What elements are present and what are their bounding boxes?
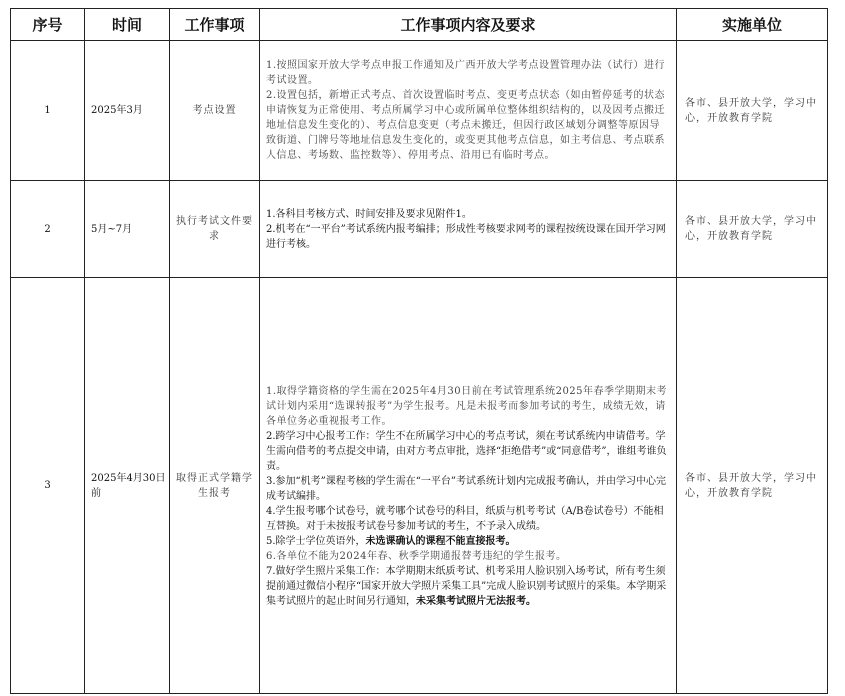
row-num: 2 <box>11 181 85 278</box>
table-row <box>11 41 828 181</box>
header-row <box>11 9 828 41</box>
header-unit: 实施单位 <box>677 9 828 41</box>
content-line: 6.各单位不能为2024年春、秋季学期通报替考违纪的学生报考。 <box>266 551 567 562</box>
header-time: 时间 <box>85 9 170 41</box>
row-item: 取得正式学籍学生报考 <box>170 278 260 694</box>
row-unit: 各市、县开放大学，学习中心，开放教育学院 <box>677 41 828 181</box>
header-content: 工作事项内容及要求 <box>260 9 677 41</box>
row-num: 3 <box>11 278 85 694</box>
work-schedule-table <box>10 8 828 694</box>
row-content <box>260 181 677 278</box>
content-line: 2.设置包括，新增正式考点、首次设置临时考点、变更考点状态（如由暂停延考的状态申请恢复为正常使用、考点所属学习中心或所属单位整体组织结构的，以及因考点搬迁地址信息发生变化的）、考点信息变更（考点未搬迁，但因行政区域划分调整等原因导致街道、门牌号等地址信息发生变化的，或变更其他考点信息，如主考信息、考点联系人信息、考场数、监控数等）、停用考点、沿用已有临时考点。 <box>266 90 666 161</box>
row-content <box>260 41 677 181</box>
content-text: 7.做好学生照片采集工作：本学期期末纸质考试、机考采用人脸识别入场考试，所有考生须提前通过微信小程序“国家开放大学照片采集工具”完成人脸识别考试照片的采集。本学期采集考试照片的起止时间另行通知， <box>266 566 667 607</box>
content-line <box>266 534 670 549</box>
row-time: 2025年3月 <box>85 41 170 181</box>
content-line: 3.参加“机考”课程考核的学生需在“一平台”考试系统计划内完成报考确认，并由学习中心完成考试编排。 <box>266 476 666 502</box>
row-content <box>260 278 677 694</box>
row-item: 执行考试文件要求 <box>170 181 260 278</box>
content-line: 2.跨学习中心报考工作：学生不在所属学习中心的考点考试，须在考试系统内申请借考。学生需向借考的考点提交申请，由对方考点审批，选择“拒绝借考”或“同意借考”，谁组考谁负责。 <box>266 431 667 472</box>
content-line: 2.机考在“一平台”考试系统内报考编排；形成性考核要求网考的课程按统设课在国开学习网进行考核。 <box>266 223 666 250</box>
table-row <box>11 181 828 278</box>
table-row <box>11 278 828 694</box>
header-num: 序号 <box>11 9 85 41</box>
content-line: 1.取得学籍资格的学生需在2025年4月30日前在考试管理系统2025年春季学期期末考试计划内采用“选课转报考”为学生报考。凡是未报考而参加考试的考生，成绩无效，请各单位务必重视报考工作。 <box>266 386 668 427</box>
row-unit: 各市、县开放大学，学习中心，开放教育学院 <box>677 278 828 694</box>
bold-notice: 未选课确认的课程不能直接报考。 <box>365 536 516 547</box>
row-unit: 各市、县开放大学，学习中心，开放教育学院 <box>677 181 828 278</box>
content-text: 5.除学士学位英语外， <box>266 536 366 547</box>
content-line: 1.各科目考核方式、时间安排及要求见附件1。 <box>266 208 472 220</box>
row-time: 5月~7月 <box>85 181 170 278</box>
content-line: 4.学生报考哪个试卷号，就考哪个试卷号的科目，纸质与机考考试（A/B卷试卷号）不能相互替换。对于未按报考试卷号参加考试的考生，不予录入成绩。 <box>266 506 664 532</box>
row-time: 2025年4月30日前 <box>85 278 170 694</box>
row-item: 考点设置 <box>170 41 260 181</box>
content-line: 1.按照国家开放大学考点申报工作通知及广西开放大学考点设置管理办法（试行）进行考试设置。 <box>266 60 666 86</box>
content-line <box>266 564 670 609</box>
row-num: 1 <box>11 41 85 181</box>
header-item: 工作事项 <box>170 9 260 41</box>
bold-notice: 未采集考试照片无法报考。 <box>416 596 536 607</box>
